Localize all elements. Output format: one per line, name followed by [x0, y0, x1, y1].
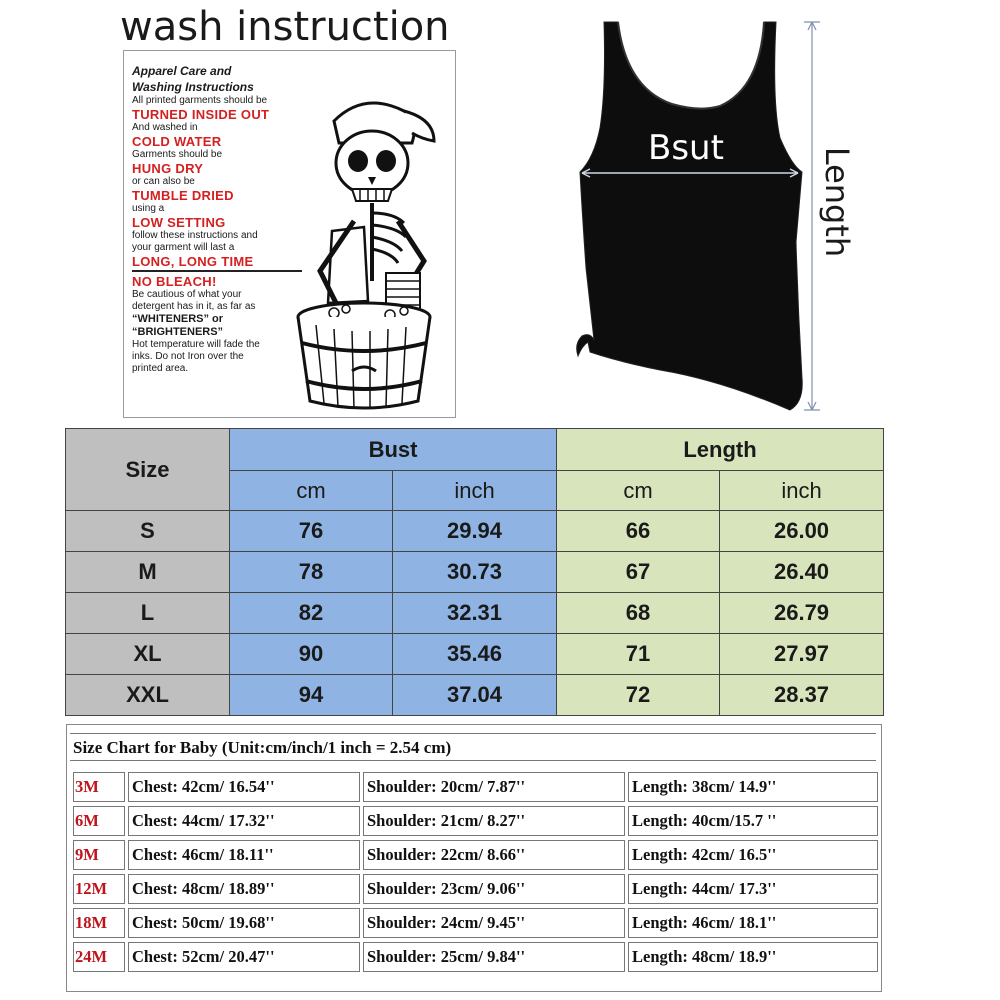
care-line: “BRIGHTENERS”: [132, 326, 224, 338]
bust-inch-header: inch: [393, 471, 557, 511]
length-inch-cell: 27.97: [720, 634, 884, 675]
bust-inch-cell: 30.73: [393, 552, 557, 593]
baby-shoulder-cell: Shoulder: 22cm/ 8.66'': [363, 840, 625, 870]
baby-length-cell: Length: 40cm/15.7 '': [628, 806, 878, 836]
care-line: Be cautious of what your: [132, 289, 242, 300]
size-row: [66, 593, 884, 634]
baby-length-cell: Length: 44cm/ 17.3'': [628, 874, 878, 904]
baby-shoulder-cell: Shoulder: 20cm/ 7.87'': [363, 772, 625, 802]
baby-shoulder-cell: Shoulder: 24cm/ 9.45'': [363, 908, 625, 938]
bust-cm-header: cm: [230, 471, 393, 511]
baby-chest-cell: Chest: 42cm/ 16.54'': [128, 772, 360, 802]
baby-chest-cell: Chest: 50cm/ 19.68'': [128, 908, 360, 938]
bust-cm-cell: 94: [230, 675, 393, 716]
skeleton-washing-illustration: [294, 81, 454, 421]
length-cm-header: cm: [557, 471, 720, 511]
care-line: Washing Instructions: [132, 80, 254, 94]
size-table: [65, 428, 884, 716]
baby-row: [73, 840, 878, 870]
size-row: [66, 552, 884, 593]
care-line: Apparel Care and: [132, 64, 232, 78]
care-line: LONG, LONG TIME: [132, 254, 302, 272]
baby-row: [73, 908, 878, 938]
baby-length-cell: Length: 48cm/ 18.9'': [628, 942, 878, 972]
length-label: Length: [818, 146, 856, 258]
care-line: And washed in: [132, 122, 198, 133]
baby-chest-cell: Chest: 52cm/ 20.47'': [128, 942, 360, 972]
length-header: Length: [557, 429, 884, 471]
bust-inch-cell: 37.04: [393, 675, 557, 716]
baby-shoulder-cell: Shoulder: 21cm/ 8.27'': [363, 806, 625, 836]
size-cell: L: [66, 593, 230, 634]
care-line: detergent has in it, as far as: [132, 301, 256, 312]
baby-chest-cell: Chest: 44cm/ 17.32'': [128, 806, 360, 836]
size-row: [66, 634, 884, 675]
care-instructions-text: [132, 63, 302, 375]
care-line: Hot temperature will fade the: [132, 339, 260, 350]
care-line: LOW SETTING: [132, 215, 226, 230]
baby-row: [73, 874, 878, 904]
size-cell: XXL: [66, 675, 230, 716]
care-line: HUNG DRY: [132, 161, 204, 176]
length-cm-cell: 66: [557, 511, 720, 552]
baby-shoulder-cell: Shoulder: 25cm/ 9.84'': [363, 942, 625, 972]
care-line: COLD WATER: [132, 134, 222, 149]
care-line: your garment will last a: [132, 242, 235, 253]
tank-top-shape: [577, 22, 803, 410]
care-line: printed area.: [132, 363, 189, 374]
baby-length-cell: Length: 46cm/ 18.1'': [628, 908, 878, 938]
care-line: using a: [132, 203, 165, 214]
baby-chart-title: Size Chart for Baby (Unit:cm/inch/1 inch = 2.54 cm): [70, 733, 876, 761]
care-line: TURNED INSIDE OUT: [132, 107, 270, 122]
length-inch-cell: 26.40: [720, 552, 884, 593]
length-inch-cell: 26.00: [720, 511, 884, 552]
wash-instruction-title: wash instruction: [120, 4, 450, 50]
bust-cm-cell: 82: [230, 593, 393, 634]
baby-row: [73, 806, 878, 836]
baby-shoulder-cell: Shoulder: 23cm/ 9.06'': [363, 874, 625, 904]
care-line: All printed garments should be: [132, 95, 268, 106]
bust-cm-cell: 78: [230, 552, 393, 593]
size-row: [66, 511, 884, 552]
baby-length-cell: Length: 42cm/ 16.5'': [628, 840, 878, 870]
baby-row: [73, 942, 878, 972]
baby-age-cell: 9M: [73, 840, 125, 870]
care-line: Garments should be: [132, 149, 223, 160]
care-line: or can also be: [132, 176, 195, 187]
baby-chest-cell: Chest: 48cm/ 18.89'': [128, 874, 360, 904]
apparel-care-card: [123, 50, 456, 418]
bust-header: Bust: [230, 429, 557, 471]
baby-age-cell: 18M: [73, 908, 125, 938]
baby-chest-cell: Chest: 46cm/ 18.11'': [128, 840, 360, 870]
size-row: [66, 675, 884, 716]
length-inch-cell: 26.79: [720, 593, 884, 634]
size-cell: XL: [66, 634, 230, 675]
bust-inch-cell: 32.31: [393, 593, 557, 634]
length-inch-header: inch: [720, 471, 884, 511]
baby-age-cell: 24M: [73, 942, 125, 972]
care-line: “WHITENERS” or: [132, 313, 224, 325]
bust-cm-cell: 90: [230, 634, 393, 675]
bust-cm-cell: 76: [230, 511, 393, 552]
care-line: TUMBLE DRIED: [132, 188, 234, 203]
length-cm-cell: 67: [557, 552, 720, 593]
size-cell: S: [66, 511, 230, 552]
baby-age-cell: 6M: [73, 806, 125, 836]
length-cm-cell: 72: [557, 675, 720, 716]
care-line: follow these instructions and: [132, 230, 258, 241]
care-line: NO BLEACH!: [132, 274, 217, 289]
baby-length-cell: Length: 38cm/ 14.9'': [628, 772, 878, 802]
size-header: Size: [66, 429, 230, 511]
baby-age-cell: 12M: [73, 874, 125, 904]
baby-size-table: [70, 768, 881, 976]
baby-age-cell: 3M: [73, 772, 125, 802]
bust-label: Bsut: [648, 128, 724, 168]
bust-inch-cell: 35.46: [393, 634, 557, 675]
length-inch-cell: 28.37: [720, 675, 884, 716]
care-line: inks. Do not Iron over the: [132, 351, 244, 362]
bust-inch-cell: 29.94: [393, 511, 557, 552]
length-cm-cell: 68: [557, 593, 720, 634]
baby-row: [73, 772, 878, 802]
length-cm-cell: 71: [557, 634, 720, 675]
size-cell: M: [66, 552, 230, 593]
